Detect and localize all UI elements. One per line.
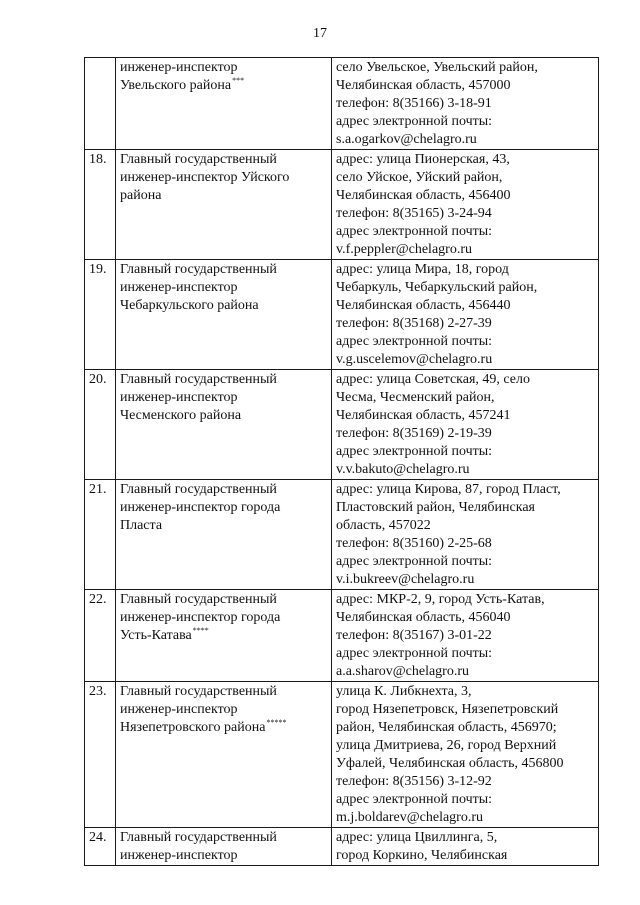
table-row bbox=[85, 590, 599, 682]
address-line: Пластовский район, Челябинская bbox=[336, 500, 535, 515]
footnote-mark: **** bbox=[192, 626, 209, 635]
email-label: адрес электронной почты: bbox=[336, 334, 493, 349]
address-line: адрес: улица Кирова, 87, город Пласт, bbox=[336, 482, 561, 497]
position-line: Главный государственный bbox=[120, 830, 277, 845]
row-number: 18. bbox=[85, 150, 116, 260]
position-line: Увельского района*** bbox=[120, 76, 245, 93]
address-cell bbox=[332, 58, 599, 150]
address-cell bbox=[332, 590, 599, 682]
address-line: Уфалей, Челябинская область, 456800 bbox=[336, 756, 564, 771]
email-address[interactable]: v.g.uscelemov@chelagro.ru bbox=[336, 352, 493, 367]
address-line: адрес: МКР-2, 9, город Усть-Катав, bbox=[336, 592, 545, 607]
footnote-mark: ***** bbox=[266, 718, 287, 727]
position-cell bbox=[116, 590, 332, 682]
row-number: 20. bbox=[85, 370, 116, 480]
address-line: область, 457022 bbox=[336, 518, 431, 533]
position-cell bbox=[116, 150, 332, 260]
footnote-mark: *** bbox=[232, 76, 245, 85]
address-line: город Коркино, Челябинская bbox=[336, 848, 508, 863]
address-line: Чесма, Чесменский район, bbox=[336, 390, 495, 405]
phone-line: телефон: 8(35166) 3-18-91 bbox=[336, 96, 492, 111]
table-row bbox=[85, 150, 599, 260]
address-cell bbox=[332, 480, 599, 590]
address-line: село Уйское, Уйский район, bbox=[336, 170, 503, 185]
address-line: город Нязепетровск, Нязепетровский bbox=[336, 702, 559, 717]
email-address[interactable]: m.j.boldarev@chelagro.ru bbox=[336, 810, 484, 825]
phone-line: телефон: 8(35168) 2-27-39 bbox=[336, 316, 492, 331]
table-row bbox=[85, 260, 599, 370]
position-line: инженер-инспектор города bbox=[120, 610, 281, 625]
page-number: 17 bbox=[313, 26, 327, 41]
table-row bbox=[85, 828, 599, 866]
row-number: 24. bbox=[85, 828, 116, 866]
email-label: адрес электронной почты: bbox=[336, 224, 493, 239]
position-line: Главный государственный bbox=[120, 262, 277, 277]
position-line: Главный государственный bbox=[120, 684, 277, 699]
phone-line: телефон: 8(35165) 3-24-94 bbox=[336, 206, 492, 221]
address-line: Челябинская область, 456040 bbox=[336, 610, 511, 625]
position-line: инженер-инспектор bbox=[120, 702, 238, 717]
address-line: Челябинская область, 456400 bbox=[336, 188, 511, 203]
email-label: адрес электронной почты: bbox=[336, 646, 493, 661]
address-line: адрес: улица Мира, 18, город bbox=[336, 262, 509, 277]
position-line: Нязепетровского района***** bbox=[120, 718, 287, 735]
position-line: Главный государственный bbox=[120, 482, 277, 497]
phone-line: телефон: 8(35156) 3-12-92 bbox=[336, 774, 492, 789]
address-line: адрес: улица Цвиллинга, 5, bbox=[336, 830, 498, 845]
position-line: инженер-инспектор bbox=[120, 280, 238, 295]
email-label: адрес электронной почты: bbox=[336, 114, 493, 129]
address-cell bbox=[332, 260, 599, 370]
email-label: адрес электронной почты: bbox=[336, 554, 493, 569]
inspectors-table bbox=[84, 57, 599, 866]
position-line: Чебаркульского района bbox=[120, 298, 259, 313]
position-line: Главный государственный bbox=[120, 372, 277, 387]
address-line: село Увельское, Увельский район, bbox=[336, 60, 538, 75]
position-line: Пласта bbox=[120, 518, 163, 533]
address-line: улица К. Либкнехта, 3, bbox=[336, 684, 472, 699]
position-line: инженер-инспектор bbox=[120, 390, 238, 405]
row-number: 23. bbox=[85, 682, 116, 828]
position-cell bbox=[116, 828, 332, 866]
address-line: адрес: улица Советская, 49, село bbox=[336, 372, 530, 387]
address-line: район, Челябинская область, 456970; bbox=[336, 720, 557, 735]
address-cell bbox=[332, 370, 599, 480]
position-line: инженер-инспектор города bbox=[120, 500, 281, 515]
position-cell bbox=[116, 58, 332, 150]
table-row bbox=[85, 480, 599, 590]
table-row bbox=[85, 682, 599, 828]
email-address[interactable]: a.a.sharov@chelagro.ru bbox=[336, 664, 469, 679]
address-line: Чебаркуль, Чебаркульский район, bbox=[336, 280, 538, 295]
address-line: адрес: улица Пионерская, 43, bbox=[336, 152, 510, 167]
position-cell bbox=[116, 260, 332, 370]
email-label: адрес электронной почты: bbox=[336, 444, 493, 459]
address-cell bbox=[332, 682, 599, 828]
address-line: Челябинская область, 457241 bbox=[336, 408, 511, 423]
position-line: Главный государственный bbox=[120, 152, 277, 167]
email-address[interactable]: s.a.ogarkov@chelagro.ru bbox=[336, 132, 477, 147]
row-number bbox=[85, 58, 116, 150]
address-cell bbox=[332, 150, 599, 260]
position-line: Чесменского района bbox=[120, 408, 242, 423]
email-address[interactable]: v.f.peppler@chelagro.ru bbox=[336, 242, 472, 257]
address-line: Челябинская область, 457000 bbox=[336, 78, 511, 93]
table-row bbox=[85, 370, 599, 480]
email-address[interactable]: v.v.bakuto@chelagro.ru bbox=[336, 462, 470, 477]
phone-line: телефон: 8(35169) 2-19-39 bbox=[336, 426, 492, 441]
row-number: 22. bbox=[85, 590, 116, 682]
phone-line: телефон: 8(35167) 3-01-22 bbox=[336, 628, 492, 643]
phone-line: телефон: 8(35160) 2-25-68 bbox=[336, 536, 492, 551]
position-line: инженер-инспектор Уйского bbox=[120, 170, 290, 185]
table-row bbox=[85, 58, 599, 150]
position-cell bbox=[116, 682, 332, 828]
position-cell bbox=[116, 370, 332, 480]
email-address[interactable]: v.i.bukreev@chelagro.ru bbox=[336, 572, 475, 587]
position-cell bbox=[116, 480, 332, 590]
address-line: Челябинская область, 456440 bbox=[336, 298, 511, 313]
address-line: улица Дмитриева, 26, город Верхний bbox=[336, 738, 557, 753]
position-line: района bbox=[120, 188, 162, 203]
position-line: Главный государственный bbox=[120, 592, 277, 607]
position-line: Усть-Катава**** bbox=[120, 626, 209, 643]
position-line: инженер-инспектор bbox=[120, 848, 238, 863]
email-label: адрес электронной почты: bbox=[336, 792, 493, 807]
row-number: 21. bbox=[85, 480, 116, 590]
position-line: инженер-инспектор bbox=[120, 60, 238, 75]
address-cell bbox=[332, 828, 599, 866]
row-number: 19. bbox=[85, 260, 116, 370]
